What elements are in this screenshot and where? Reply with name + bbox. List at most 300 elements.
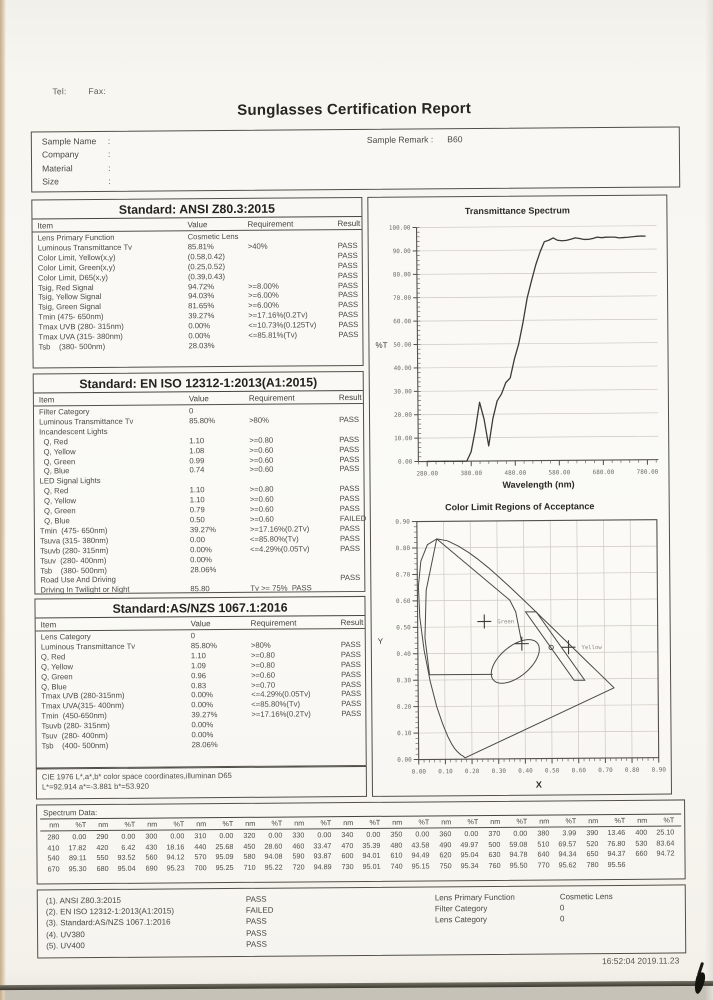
value-cell: 81.65% bbox=[188, 301, 215, 311]
result-cell bbox=[339, 474, 367, 484]
transmittance-cell: 95.62 bbox=[558, 860, 577, 870]
value-cell: 39.27% bbox=[188, 311, 215, 321]
result-value: FAILED bbox=[245, 905, 274, 916]
transmittance-cell: 35.39 bbox=[362, 840, 381, 850]
item-cell: Color Limit, D65(x,y) bbox=[37, 272, 109, 283]
value-cell: 0.00% bbox=[190, 554, 212, 564]
column-header: Requirement bbox=[247, 219, 294, 229]
result-cell: PASS bbox=[339, 464, 360, 474]
requirement-cell: >=17.16%(0.2Tv) bbox=[248, 310, 308, 321]
result-cell: PASS bbox=[337, 280, 358, 290]
sample-remark-value: B60 bbox=[447, 134, 463, 145]
svg-text:30.00: 30.00 bbox=[393, 388, 412, 396]
result-cell bbox=[341, 729, 369, 739]
ink-mark-blob bbox=[692, 971, 706, 995]
nm-cell: 370 bbox=[488, 828, 501, 838]
svg-text:0.70: 0.70 bbox=[395, 571, 411, 579]
transmittance-cell: 59.08 bbox=[509, 839, 528, 849]
transmittance-cell: 25.10 bbox=[656, 827, 675, 837]
result-cell bbox=[338, 231, 366, 241]
field-colon: : bbox=[107, 149, 111, 160]
column-header: Item bbox=[37, 221, 54, 231]
result-cell bbox=[340, 563, 368, 573]
result-cell: PASS bbox=[339, 414, 360, 425]
result-cell: PASS bbox=[339, 523, 360, 534]
transmittance-cell: 0.00 bbox=[317, 830, 332, 840]
value-cell: 85.80% bbox=[189, 416, 216, 426]
column-header: Item bbox=[40, 620, 57, 630]
summary-box bbox=[37, 884, 687, 958]
transmittance-cell: 94.49 bbox=[411, 850, 430, 860]
value-cell: 39.27% bbox=[191, 710, 218, 720]
item-cell: Luminous Transmittance Tv bbox=[39, 416, 134, 427]
nm-cell: 720 bbox=[292, 862, 305, 872]
svg-text:80.00: 80.00 bbox=[392, 271, 411, 279]
nm-cell: 650 bbox=[586, 849, 599, 859]
value-cell: 0.00% bbox=[191, 700, 214, 710]
requirement-cell: >=0.60 bbox=[249, 445, 274, 455]
column-header: %T bbox=[467, 817, 479, 827]
result-value: PASS bbox=[246, 928, 267, 938]
column-header: %T bbox=[320, 818, 332, 828]
transmittance-cell: 94.01 bbox=[362, 851, 381, 861]
nm-cell: 690 bbox=[145, 863, 158, 873]
value-cell: 94.72% bbox=[187, 281, 215, 291]
item-cell: Q, Blue bbox=[39, 466, 70, 476]
nm-cell: 750 bbox=[439, 861, 452, 871]
svg-text:680.00: 680.00 bbox=[592, 468, 615, 477]
column-header: nm bbox=[49, 820, 60, 830]
requirement-cell: Tv >= 75% PASS bbox=[250, 583, 312, 594]
result-value: PASS bbox=[245, 917, 267, 927]
transmittance-cell: 3.99 bbox=[562, 828, 577, 838]
nm-cell: 400 bbox=[635, 827, 648, 837]
item-cell: Q, Yellow bbox=[40, 661, 74, 672]
item-cell: Filter Category bbox=[38, 407, 90, 417]
nm-cell: 470 bbox=[341, 840, 354, 850]
result-cell: PASS bbox=[337, 260, 358, 270]
field-label: Size bbox=[42, 176, 59, 187]
svg-text:100.00: 100.00 bbox=[388, 224, 411, 232]
svg-text:0.10: 0.10 bbox=[438, 768, 453, 776]
requirement-cell: >=0.60 bbox=[249, 514, 274, 524]
svg-text:0.00: 0.00 bbox=[411, 768, 427, 776]
ink-mark bbox=[691, 960, 707, 998]
transmittance-cell: 95.22 bbox=[264, 862, 283, 872]
column-header: Result bbox=[340, 617, 364, 628]
column-header: nm bbox=[196, 819, 207, 829]
item-cell: Tsuv (280- 400nm) bbox=[41, 731, 108, 741]
svg-text:280.00: 280.00 bbox=[416, 470, 439, 478]
transmittance-cell: 13.46 bbox=[607, 827, 626, 838]
item-cell: Q, Red bbox=[39, 486, 69, 496]
svg-text:90.00: 90.00 bbox=[392, 247, 411, 256]
column-header: %T bbox=[614, 815, 626, 825]
nm-cell: 380 bbox=[537, 828, 550, 838]
column-header: nm bbox=[392, 817, 403, 827]
svg-text:0.10: 0.10 bbox=[397, 730, 412, 738]
result-cell bbox=[340, 583, 368, 593]
svg-text:0.70: 0.70 bbox=[598, 766, 613, 775]
result-cell: PASS bbox=[341, 679, 362, 689]
standard-table-eniso bbox=[33, 371, 366, 595]
transmittance-cell: 93.87 bbox=[313, 851, 332, 861]
color-limit-chart-title: Color Limit Regions of Acceptance bbox=[445, 501, 595, 513]
requirement-cell: >=0.60 bbox=[249, 455, 274, 465]
svg-text:20.00: 20.00 bbox=[393, 411, 413, 419]
result-value: PASS bbox=[245, 894, 267, 904]
value-cell: Cosmetic Lens bbox=[187, 231, 239, 242]
svg-text:0.90: 0.90 bbox=[395, 518, 410, 526]
transmittance-cell: 0.00 bbox=[219, 830, 234, 841]
item-cell: Tmax UVA(315- 400nm) bbox=[41, 701, 125, 711]
item-cell: Lens Primary Function bbox=[37, 232, 115, 243]
nm-cell: 450 bbox=[243, 841, 256, 851]
value-cell: (0.25,0.52) bbox=[187, 261, 226, 272]
cie-note-line2: L*=92.914 a*=-3.881 b*=53.920 bbox=[41, 781, 150, 792]
requirement-cell: >=0.80 bbox=[250, 650, 275, 660]
requirement-cell: >=8.00% bbox=[247, 281, 279, 291]
requirement-cell: <=4.29%(0.05Tv) bbox=[250, 544, 310, 554]
summary-row bbox=[46, 938, 274, 951]
nm-cell: 670 bbox=[47, 864, 60, 874]
item-cell: Color Limit, Yellow(x,y) bbox=[37, 252, 116, 263]
standard-title: Standard:AS/NZS 1067.1:2016 bbox=[35, 597, 364, 619]
value-cell: 0.00% bbox=[188, 321, 211, 331]
item-cell: LED Signal Lights bbox=[39, 476, 101, 486]
sample-remark-label: Sample Remark : bbox=[366, 134, 434, 145]
value-cell bbox=[190, 574, 250, 584]
item-cell: Q, Blue bbox=[39, 516, 70, 526]
standard-label: (4). UV380 bbox=[46, 929, 85, 940]
transmittance-cell: 0.00 bbox=[513, 828, 528, 838]
transmittance-cell: 95.34 bbox=[460, 860, 479, 870]
nm-cell: 460 bbox=[292, 841, 305, 851]
item-cell: Tsuvb (280- 315nm) bbox=[40, 545, 109, 556]
column-header: nm bbox=[637, 815, 648, 825]
nm-cell: 570 bbox=[194, 852, 207, 862]
column-header: Item bbox=[38, 395, 55, 405]
item-cell: Tsb (380- 500nm) bbox=[38, 341, 106, 352]
item-cell: Tmin (475- 650nm) bbox=[39, 525, 108, 536]
requirement-cell bbox=[248, 340, 338, 351]
svg-text:580.00: 580.00 bbox=[548, 469, 571, 477]
result-value: PASS bbox=[246, 939, 267, 949]
tel-label: Tel: bbox=[52, 86, 67, 97]
svg-text:Green: Green bbox=[497, 619, 515, 626]
item-cell: Tmin (475- 650nm) bbox=[38, 312, 104, 322]
value-cell: 39.27% bbox=[189, 524, 217, 535]
nm-cell: 320 bbox=[243, 830, 256, 840]
svg-text:0.80: 0.80 bbox=[624, 766, 640, 774]
transmittance-cell: 95.30 bbox=[68, 863, 87, 874]
value-cell: 85.81% bbox=[187, 242, 214, 252]
nm-cell: 360 bbox=[439, 829, 452, 839]
timestamp: 16:52:04 2019.11.23 bbox=[601, 955, 680, 967]
summary-row bbox=[435, 913, 613, 926]
value-cell: 1.08 bbox=[189, 445, 205, 455]
result-cell: PASS bbox=[339, 444, 360, 454]
svg-text:%T: %T bbox=[375, 340, 388, 350]
value-cell: 28.06% bbox=[190, 564, 217, 574]
value-cell: 0.00 bbox=[189, 534, 205, 545]
result-cell: PASS bbox=[338, 310, 359, 320]
result-cell: PASS bbox=[340, 543, 361, 553]
table-row bbox=[42, 739, 366, 751]
value-cell: 1.10 bbox=[189, 435, 205, 446]
table-rows bbox=[33, 230, 363, 352]
nm-cell: 330 bbox=[292, 830, 305, 840]
transmittance-cell: 95.04 bbox=[117, 863, 136, 873]
svg-text:0.90: 0.90 bbox=[651, 766, 667, 774]
result-cell: PASS bbox=[339, 454, 360, 464]
item-cell: Tsuvb (280- 315nm) bbox=[41, 721, 110, 731]
svg-text:480.00: 480.00 bbox=[504, 469, 527, 477]
field-colon: : bbox=[108, 176, 111, 187]
svg-text:10.00: 10.00 bbox=[394, 435, 413, 443]
nm-cell: 710 bbox=[243, 862, 256, 872]
transmittance-cell: 43.58 bbox=[411, 840, 430, 850]
svg-text:40.00: 40.00 bbox=[393, 364, 412, 373]
transmittance-cell: 69.57 bbox=[558, 838, 577, 849]
spectrum-data-box bbox=[36, 799, 686, 884]
value-cell: 0.00% bbox=[191, 720, 214, 730]
transmittance-cell: 95.01 bbox=[362, 861, 381, 871]
value-cell: 0 bbox=[190, 631, 196, 641]
value-cell: 0.00% bbox=[191, 690, 214, 700]
result-cell bbox=[340, 554, 368, 564]
item-cell: Tsb (400- 500nm) bbox=[41, 740, 109, 751]
item-cell: Q, Red bbox=[39, 436, 68, 447]
summary-standards-results bbox=[46, 894, 274, 952]
transmittance-cell: 0.00 bbox=[170, 831, 185, 841]
nm-cell: 510 bbox=[537, 839, 550, 849]
spectrum-table-rows bbox=[37, 826, 684, 874]
transmittance-cell: 95.15 bbox=[411, 861, 430, 871]
result-cell bbox=[339, 425, 367, 435]
svg-text:0.30: 0.30 bbox=[491, 767, 507, 775]
svg-text:0.60: 0.60 bbox=[395, 597, 411, 606]
result-cell: PASS bbox=[339, 504, 360, 514]
result-cell: PASS bbox=[339, 434, 360, 444]
transmittance-cell: 17.82 bbox=[68, 842, 87, 852]
requirement-cell: >=0.60 bbox=[249, 504, 274, 514]
summary-lens-info bbox=[435, 891, 613, 926]
svg-text:0.20: 0.20 bbox=[464, 768, 480, 776]
item-cell: Tsig, Yellow Signal bbox=[38, 292, 102, 302]
transmittance-cell: 94.37 bbox=[607, 849, 626, 859]
page-title: Sunglasses Certification Report bbox=[237, 100, 472, 119]
value-cell: 0.00% bbox=[191, 730, 214, 740]
result-cell: PASS bbox=[340, 659, 361, 669]
color-limit-chart bbox=[373, 514, 671, 792]
result-cell bbox=[342, 739, 370, 749]
svg-text:0.00: 0.00 bbox=[397, 756, 412, 764]
transmittance-cell: 94.12 bbox=[166, 852, 185, 862]
item-cell: Tsig, Red Signal bbox=[37, 282, 94, 293]
nm-cell: 520 bbox=[586, 838, 599, 848]
result-cell: PASS bbox=[340, 573, 361, 583]
value-cell: 0.79 bbox=[189, 505, 205, 515]
value-cell: 0.50 bbox=[189, 515, 205, 525]
nm-cell: 740 bbox=[390, 861, 403, 871]
value-cell bbox=[189, 475, 249, 485]
sample-info-fields bbox=[42, 135, 111, 189]
result-cell: PASS bbox=[338, 290, 359, 300]
requirement-cell: <=10.73%(0.125Tv) bbox=[248, 320, 317, 331]
transmittance-cell: 76.80 bbox=[607, 838, 626, 848]
transmittance-cell: 95.23 bbox=[166, 863, 185, 873]
value-cell: 28.03% bbox=[188, 341, 215, 351]
item-cell: Tmax UVB (280-315nm) bbox=[41, 691, 125, 701]
transmittance-cell: 94.08 bbox=[264, 851, 283, 861]
field-label: Sample Name bbox=[41, 136, 97, 147]
result-cell: PASS bbox=[340, 649, 361, 659]
result-cell bbox=[341, 719, 369, 729]
transmittance-chart bbox=[370, 218, 668, 492]
item-cell: Tmin (450-650nm) bbox=[41, 711, 107, 721]
sample-info-box bbox=[31, 126, 680, 192]
item-cell: Tsig, Green Signal bbox=[38, 302, 102, 312]
column-header: Value bbox=[190, 619, 211, 629]
column-header: %T bbox=[369, 817, 381, 827]
svg-text:0.60: 0.60 bbox=[571, 767, 587, 775]
nm-cell: 580 bbox=[243, 851, 256, 862]
nm-cell: 560 bbox=[145, 852, 158, 862]
transmittance-cell: 0.00 bbox=[464, 829, 479, 839]
transmittance-cell: 18.16 bbox=[166, 841, 185, 852]
nm-cell: 590 bbox=[292, 851, 305, 861]
svg-text:0.80: 0.80 bbox=[395, 545, 411, 553]
svg-text:X: X bbox=[535, 779, 542, 790]
result-cell: PASS bbox=[339, 484, 360, 494]
transmittance-cell: 6.42 bbox=[121, 842, 136, 852]
cie-note-box bbox=[36, 766, 367, 800]
value-cell: 85.80 bbox=[190, 584, 210, 594]
nm-cell: 780 bbox=[586, 859, 599, 869]
result-cell: PASS bbox=[341, 699, 362, 709]
item-cell: Q, Red bbox=[40, 652, 66, 662]
result-cell bbox=[339, 405, 367, 415]
requirement-cell: <=85.80%(Tv) bbox=[251, 699, 301, 710]
transmittance-cell: 93.52 bbox=[117, 852, 136, 863]
result-cell bbox=[341, 630, 369, 640]
column-header: %T bbox=[663, 815, 675, 825]
transmittance-cell: 94.72 bbox=[656, 848, 675, 858]
requirement-cell: >=0.80 bbox=[250, 660, 275, 670]
nm-cell: 660 bbox=[635, 848, 648, 859]
column-header: nm bbox=[539, 816, 550, 826]
item-cell: Road Use And Driving bbox=[40, 575, 116, 585]
value-cell: 0.00% bbox=[188, 331, 211, 341]
column-header: nm bbox=[343, 818, 354, 828]
requirement-cell bbox=[252, 739, 342, 750]
item-cell: Incandescent Lights bbox=[39, 426, 108, 437]
svg-text:0.40: 0.40 bbox=[396, 650, 411, 658]
column-header: %T bbox=[565, 816, 577, 826]
nm-cell: 760 bbox=[488, 860, 501, 870]
nm-cell: 500 bbox=[488, 839, 501, 849]
transmittance-cell: 0.00 bbox=[268, 830, 283, 840]
item-cell: Luminous Transmittance Tv bbox=[40, 641, 136, 652]
column-header: Result bbox=[338, 392, 362, 403]
transmittance-cell: 89.11 bbox=[68, 853, 87, 863]
item-cell: Luminous Transmittance Tv bbox=[37, 242, 133, 253]
field-colon: : bbox=[107, 135, 111, 146]
column-header: Value bbox=[187, 220, 208, 230]
item-cell: Tsb (380- 500nm) bbox=[40, 565, 107, 575]
column-header: Requirement bbox=[250, 618, 297, 628]
nm-cell: 420 bbox=[96, 842, 109, 852]
value-cell: 1.09 bbox=[190, 660, 206, 671]
requirement-cell: >=0.60 bbox=[251, 670, 276, 680]
svg-text:0.30: 0.30 bbox=[396, 677, 412, 685]
item-cell: Q, Green bbox=[39, 506, 76, 516]
transmittance-cell: 95.09 bbox=[215, 852, 234, 862]
svg-text:780.00: 780.00 bbox=[636, 468, 659, 476]
result-cell: PASS bbox=[338, 320, 359, 330]
requirement-cell: >=0.60 bbox=[249, 465, 274, 475]
sample-info-row bbox=[42, 175, 110, 189]
value-cell: 0.74 bbox=[189, 465, 205, 475]
table-rows bbox=[36, 629, 366, 751]
result-cell: PASS bbox=[339, 533, 360, 543]
item-cell: Tsuva (315- 380nm) bbox=[39, 535, 109, 546]
svg-text:Wavelength (nm): Wavelength (nm) bbox=[502, 479, 575, 490]
nm-cell: 310 bbox=[194, 831, 207, 841]
property-value: 0 bbox=[559, 903, 565, 913]
transmittance-cell: 94.78 bbox=[509, 849, 528, 859]
nm-cell: 640 bbox=[537, 849, 550, 859]
column-header: %T bbox=[418, 817, 430, 827]
transmittance-cell: 94.89 bbox=[313, 861, 332, 872]
standard-label: (2). EN ISO 12312-1:2013(A1:2015) bbox=[45, 906, 175, 917]
standard-table-asnzs bbox=[34, 596, 366, 769]
field-colon: : bbox=[108, 162, 111, 173]
value-cell: 1.10 bbox=[189, 495, 205, 505]
transmittance-cell: 0.00 bbox=[415, 829, 430, 839]
value-cell: 85.80% bbox=[190, 641, 217, 651]
svg-text:60.00: 60.00 bbox=[393, 318, 412, 326]
value-cell: 94.03% bbox=[188, 291, 215, 301]
nm-cell: 700 bbox=[194, 862, 207, 873]
table-rows bbox=[34, 404, 367, 596]
sample-info-row bbox=[42, 135, 110, 149]
value-cell: 0.96 bbox=[191, 670, 207, 680]
requirement-cell: <=4.29%(0.05Tv) bbox=[251, 689, 311, 700]
standard-table-ansi bbox=[31, 197, 363, 369]
requirement-cell: >=0.80 bbox=[249, 484, 274, 495]
requirement-cell: >80% bbox=[250, 640, 271, 650]
item-cell: Q, Green bbox=[39, 456, 76, 467]
nm-cell: 350 bbox=[390, 829, 403, 839]
result-cell: PASS bbox=[337, 240, 358, 251]
transmittance-cell: 95.50 bbox=[509, 860, 528, 870]
column-header: Value bbox=[188, 394, 209, 404]
nm-cell: 530 bbox=[635, 838, 648, 848]
nm-cell: 290 bbox=[96, 831, 109, 842]
value-cell bbox=[189, 426, 249, 436]
nm-cell: 540 bbox=[47, 853, 60, 863]
transmittance-cell: 49.97 bbox=[460, 839, 479, 849]
property-label: Lens Category bbox=[434, 915, 488, 925]
charts-panel bbox=[367, 195, 672, 797]
nm-cell: 390 bbox=[586, 828, 599, 838]
transmittance-cell: 0.00 bbox=[72, 832, 87, 842]
nm-cell: 440 bbox=[194, 841, 207, 851]
transmittance-cell: 25.68 bbox=[215, 841, 234, 851]
requirement-cell: <=85.80%(Tv) bbox=[249, 534, 299, 544]
